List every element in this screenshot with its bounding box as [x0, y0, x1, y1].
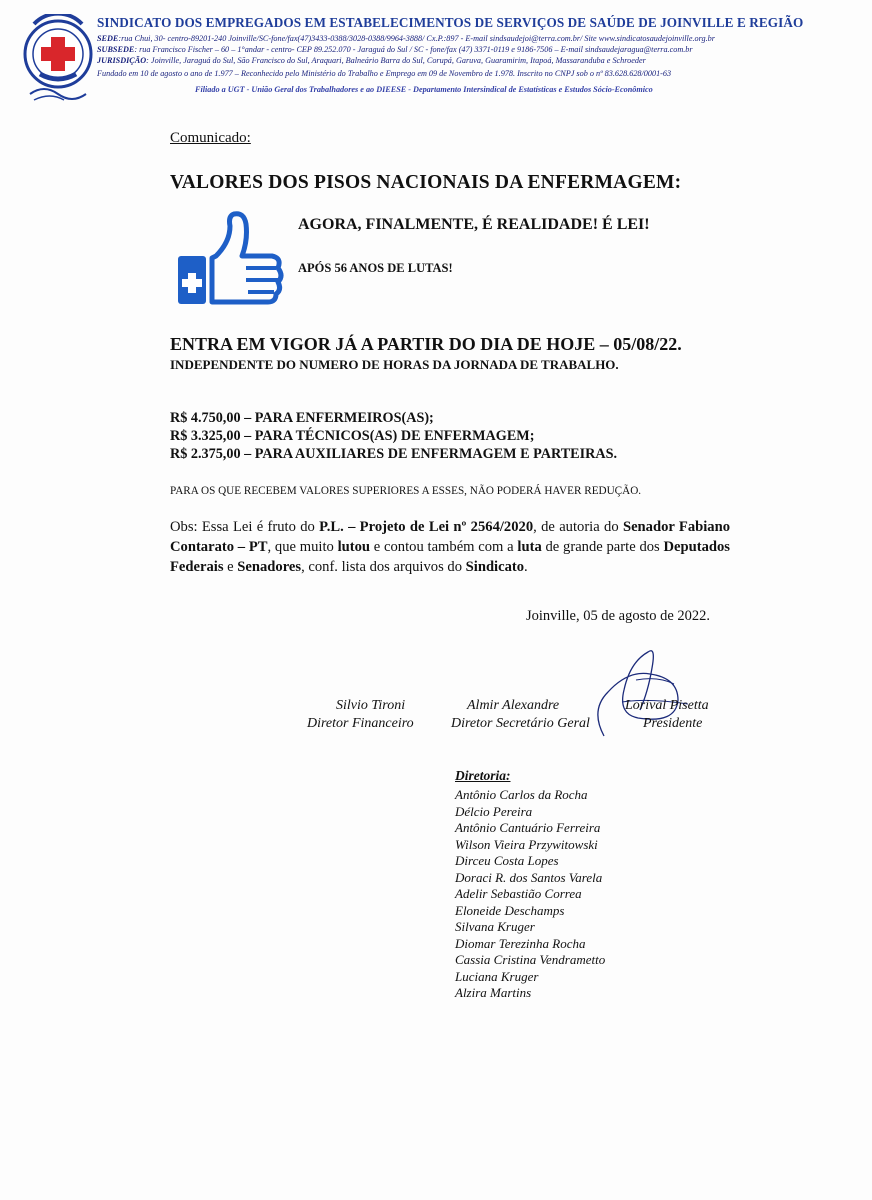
main-title: VALORES DOS PISOS NACIONAIS DA ENFERMAGEM: — [170, 172, 682, 193]
list-item: Luciana Kruger — [455, 968, 539, 984]
list-item: Eloneide Deschamps — [455, 902, 565, 918]
signatory-name: Lorival Pisetta — [625, 698, 709, 713]
years-of-struggle-line: APÓS 56 ANOS DE LUTAS! — [298, 261, 453, 275]
signatory-role: Diretor Secretário Geral — [451, 716, 590, 731]
list-item: Antônio Carlos da Rocha — [455, 787, 588, 802]
union-name: SINDICATO DOS EMPREGADOS EM ESTABELECIMENTOS DE SERVIÇOS DE SAÚDE DE JOINVILLE E REGIÃO — [97, 15, 804, 30]
signatory-role: Presidente — [643, 716, 703, 731]
independent-hours-line: INDEPENDENTE DO NUMERO DE HORAS DA JORNADA DE TRABALHO. — [170, 357, 619, 372]
list-item: Doraci R. dos Santos Varela — [455, 869, 603, 885]
header-jurisdicao: JURISDIÇÃO: Joinville, Jaraguá do Sul, São Francisco do Sul, Araquari, Balneário Barra do Sul, Corupá, Garuva, Guaramirim, Itapoá, Massaranduba e Schroeder — [97, 56, 646, 65]
value-auxiliares: R$ 2.375,00 – PARA AUXILIARES DE ENFERMAGEM E PARTEIRAS. — [170, 446, 618, 462]
header-subsede: SUBSEDE: rua Francisco Fischer – 60 – 1°andar - centro- CEP 89.252.070 - Jaraguá do Sul / SC - fone/fax (47) 3371-0119 e 9186-7506 – E-mail sindsaudejaragua@terra.com.br — [97, 45, 693, 54]
no-reduction-note: PARA OS QUE RECEBEM VALORES SUPERIORES A ESSES, NÃO PODERÁ HAVER REDUÇÃO. — [170, 485, 642, 497]
diretoria-list — [455, 787, 605, 1002]
list-item: Cassia Cristina Vendrametto — [455, 952, 606, 967]
header-fundado: Fundado em 10 de agosto o ano de 1.977 – Reconhecido pelo Ministério do Trabalho e Emprego em 09 de Novembro de 1.978. Inscrito no CNPJ sob o nº 83.628.628/0001-63 — [97, 69, 672, 78]
signatory-name: Silvio Tironi — [336, 698, 406, 713]
effective-date-line: ENTRA EM VIGOR JÁ A PARTIR DO DIA DE HOJE – 05/08/22. — [170, 334, 682, 354]
list-item: Adelir Sebastião Correa — [455, 886, 582, 901]
signatory-role: Diretor Financeiro — [307, 716, 414, 731]
thumbs-up-medical-icon — [176, 210, 284, 306]
observation-paragraph: Obs: Essa Lei é fruto do P.L. – Projeto de Lei nº 2564/2020, de autoria do Senador Fabiano Contarato – PT, que muito lutou e contou também com a luta de grande parte dos Deputados Federais e Senadores, conf. lista dos arquivos do Sindicato. — [170, 519, 731, 575]
list-item: Alzira Martins — [455, 985, 532, 1000]
diretoria-heading: Diretoria: — [455, 768, 511, 783]
finally-law-line: AGORA, FINALMENTE, É REALIDADE! É LEI! — [298, 216, 650, 233]
list-item: Silvana Kruger — [455, 919, 535, 934]
header-filiado: Filiado a UGT - União Geral dos Trabalhadores e ao DIEESE - Departamento Intersindical de Estatísticas e Estudos Sócio-Econômico — [195, 85, 653, 94]
header-sede: SEDE:rua Chui, 30- centro-89201-240 Joinville/SC-fone/fax(47)3433-0388/3028-0388/9964-3888/ Cx.P.:897 - E-mail sindsaudejoi@terra.com.br/ Site www.sindicatosaudejoinville.org.br — [97, 34, 715, 43]
signatory-name: Almir Alexandre — [467, 698, 560, 713]
list-item: Délcio Pereira — [455, 803, 533, 819]
value-enfermeiros: R$ 4.750,00 – PARA ENFERMEIROS(AS); — [170, 410, 434, 426]
list-item: Diomar Terezinha Rocha — [455, 935, 586, 951]
value-tecnicos: R$ 3.325,00 – PARA TÉCNICOS(AS) DE ENFERMAGEM; — [170, 428, 535, 444]
union-logo — [20, 14, 96, 106]
list-item: Wilson Vieira Przywitowski — [455, 836, 598, 852]
comunicado-label: Comunicado: — [170, 130, 251, 146]
list-item: Dirceu Costa Lopes — [455, 853, 559, 868]
list-item: Antônio Cantuário Ferreira — [455, 820, 601, 835]
place-date: Joinville, 05 de agosto de 2022. — [526, 608, 711, 624]
